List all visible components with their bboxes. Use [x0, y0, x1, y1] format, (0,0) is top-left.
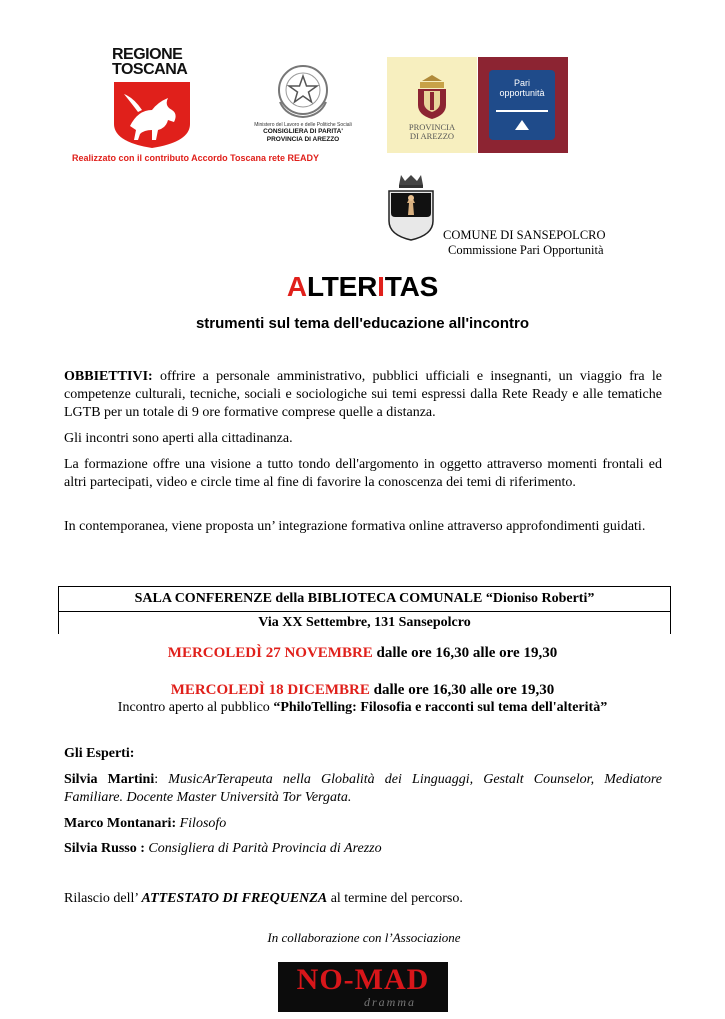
expert-3-name: Silvia Russo :	[64, 841, 145, 856]
attestato-title: ATTESTATO DI FREQUENZA	[141, 891, 328, 906]
contribution-text: Realizzato con il contributo Accordo Toscana rete READY	[72, 153, 320, 163]
expert-3	[64, 840, 662, 858]
page-title	[0, 271, 725, 303]
title-part-lter: LTER	[306, 271, 378, 302]
paragraph-online: In contemporanea, viene proposta un’ integrazione formativa online attraverso approfondimenti guidati.	[64, 519, 646, 534]
paragraph-open: Gli incontri sono aperti alla cittadinanza.	[64, 431, 293, 446]
expert-1-name: Silvia Martini	[64, 772, 155, 787]
comune-name: COMUNE DI SANSEPOLCRO	[443, 228, 606, 242]
expert-1-sep: :	[154, 772, 169, 787]
obiettivi-text: offrire a personale amministrativo, pubblici ufficiali e insegnanti, un viaggio fra le competenze culturali, tecniche, sociali e sociologiche sui temi espressi dalla Rete Ready e alle tematiche LGTB per un totale di 9 ore formative comprese quelle a distanza.	[64, 369, 662, 420]
commissione-name: Commissione Pari Opportunità	[448, 243, 604, 257]
title-part-tas: TAS	[384, 271, 439, 302]
sansepolcro-crest-icon	[387, 173, 435, 241]
date-2-time: dalle ore 16,30 alle ore 19,30	[369, 682, 555, 698]
regione-title-line2: TOSCANA	[112, 61, 188, 78]
pari-line2: opportunità	[499, 88, 545, 98]
date-1	[0, 645, 725, 662]
date-2-note-title: “PhiloTelling: Filosofia e racconti sul tema dell'alterità”	[273, 700, 608, 715]
experts-heading: Gli Esperti:	[64, 746, 135, 761]
expert-1-desc: MusicArTerapeuta nella Globalità dei Linguaggi, Gestalt Counselor, Mediatore Familiare. Docente Master Università Tor Vergata.	[64, 772, 663, 805]
pegasus-shield-icon	[112, 80, 192, 150]
consigliera-line2: PROVINCIA DI AREZZO	[266, 136, 340, 143]
provincia-line1: PROVINCIA	[408, 122, 456, 132]
attestato-line	[64, 891, 463, 907]
date-2-note-prefix: Incontro aperto al pubblico	[117, 700, 274, 715]
venue-box	[58, 586, 671, 634]
obiettivi-paragraph	[64, 368, 662, 422]
expert-3-desc: Consigliera di Parità Provincia di Arezzo	[144, 841, 382, 856]
date-1-time: dalle ore 16,30 alle ore 19,30	[372, 645, 558, 661]
triangle-icon	[515, 120, 529, 130]
expert-1	[64, 771, 662, 807]
paragraph-formazione: La formazione offre una visione a tutto tondo dell'argomento in oggetto attraverso momenti frontali ed altri partecipati, video e circle time al fine di favorire la conoscenza dei temi di riferimento.	[64, 457, 662, 490]
pari-divider	[496, 110, 548, 112]
expert-2-name: Marco Montanari:	[64, 816, 177, 831]
ministero-name: Ministero del Lavoro e delle Politiche Sociali	[254, 122, 352, 128]
provincia-line2: DI AREZZO	[409, 131, 455, 141]
nomad-logo	[278, 962, 448, 1012]
nomad-logo-text: NO-MAD	[296, 963, 430, 996]
date-2	[0, 682, 725, 699]
attestato-prefix: Rilascio dell’	[64, 891, 142, 906]
date-2-day: MERCOLEDÌ 18 DICEMBRE	[170, 682, 370, 698]
title-letter-i: I	[377, 271, 385, 302]
regione-title-line1: REGIONE	[112, 46, 183, 63]
pari-line1: Pari	[513, 78, 530, 88]
expert-2	[64, 815, 662, 833]
collaboration-text: In collaborazione con l’Associazione	[267, 930, 461, 945]
date-2-note	[0, 700, 725, 716]
venue-address: Via XX Settembre, 131 Sansepolcro	[258, 615, 471, 630]
pari-opportunita-logo	[478, 57, 568, 153]
provincia-arezzo-logo	[387, 57, 477, 153]
expert-2-desc: Filosofo	[176, 816, 227, 831]
consigliera-line1: CONSIGLIERA DI PARITA'	[263, 128, 343, 135]
italian-republic-emblem-icon	[272, 62, 334, 120]
nomad-logo-subtext: dramma	[364, 995, 417, 1009]
date-1-day: MERCOLEDÌ 27 NOVEMBRE	[167, 645, 373, 661]
attestato-suffix: al termine del percorso.	[327, 891, 463, 906]
title-letter-a: A	[286, 271, 307, 302]
arezzo-crest-icon	[414, 75, 450, 119]
page-subtitle: strumenti sul tema dell'educazione all'incontro	[195, 315, 530, 332]
regione-toscana-logo	[112, 47, 204, 155]
venue-divider	[59, 611, 670, 612]
obiettivi-label: OBBIETTIVI:	[64, 369, 153, 384]
ministero-logo	[243, 62, 363, 144]
venue-name: SALA CONFERENZE della BIBLIOTECA COMUNALE “Dioniso Roberti”	[134, 591, 595, 606]
